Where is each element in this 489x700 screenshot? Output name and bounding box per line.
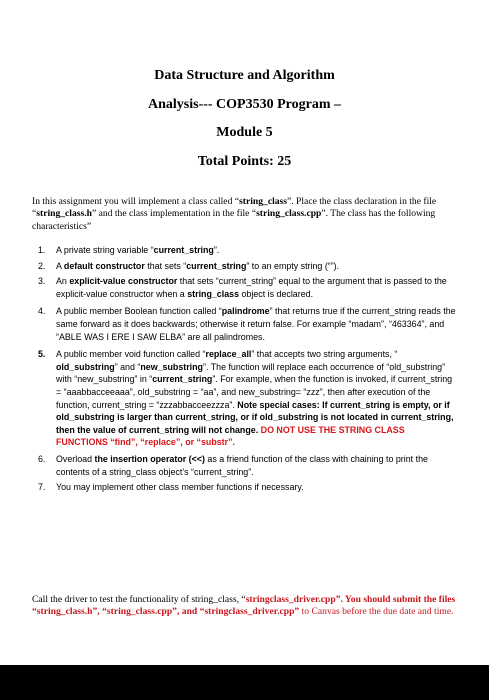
- item-bold: the insertion operator (<<): [94, 453, 205, 464]
- list-number: 3.: [38, 276, 46, 287]
- item-text: Overload: [56, 453, 95, 464]
- intro-text-4: ”. The class has the following characteristics”: [32, 208, 436, 232]
- item-bold: new_substring: [140, 361, 203, 372]
- title-line-1: Data Structure and Algorithm: [154, 68, 335, 83]
- title-line-3: Module 5: [216, 125, 273, 140]
- footer-deadline: to Canvas before the due date and time.: [299, 606, 454, 618]
- document-title: [0, 62, 489, 176]
- item-text: ” that accepts two string arguments, “: [251, 349, 398, 360]
- intro-text-3: ” and the class implementation in the file “: [91, 208, 257, 220]
- item-warning: DO NOT USE THE STRING CLASS FUNCTIONS “find”, “replace”, or “substr”.: [56, 424, 405, 448]
- item-text: ”.: [213, 245, 220, 255]
- title-line-4: Total Points: 25: [197, 153, 292, 169]
- list-item-7: [38, 481, 458, 494]
- footer-driver-file: stringclass_driver.cpp: [245, 594, 336, 605]
- intro-text-1: In this assignment you will implement a class called “: [32, 196, 240, 207]
- item-text: object is declared.: [239, 288, 314, 299]
- list-number: 4.: [38, 306, 46, 317]
- item-bold: current_string: [186, 260, 247, 271]
- list-item-1: [38, 244, 458, 257]
- item-text: ” to an empty string (“”).: [246, 260, 340, 271]
- item-text: A public member void function called “: [56, 349, 206, 360]
- intro-bold-1: string_class: [239, 196, 287, 207]
- item-bold: palindrome: [221, 306, 270, 317]
- item-text: A public member Boolean function called “: [56, 306, 222, 317]
- intro-text-2: ”. Place the class declaration in the file “: [32, 196, 437, 220]
- item-text: ”. For example, when the function is invoked, if current_string = “aaabbacceeaaa”, old_substring = “aa”, and new_substring= “zzz”, then after execution of the function, current_string = “zzzabbacceezzza”.: [56, 374, 453, 410]
- list-number: 1.: [38, 245, 46, 255]
- title-line-2: Analysis--- COP3530 Program –: [148, 96, 341, 112]
- submission-paragraph: [32, 594, 462, 619]
- intro-bold-2: string_class.h: [36, 208, 92, 220]
- list-number: 5.: [38, 349, 46, 360]
- item-text: ” and “: [114, 361, 141, 372]
- list-item-5: [38, 348, 458, 449]
- list-item-2: [38, 260, 458, 273]
- characteristics-list: [38, 244, 458, 494]
- intro-paragraph: [32, 196, 462, 233]
- list-item-3: [38, 275, 458, 300]
- list-number: 7.: [38, 482, 46, 493]
- item-bold-note: Note special cases: If current_string is empty, or if old_substring is larger than current_string, or if old_substring is not located in current_string, then the value of current_string will not change.: [56, 399, 454, 435]
- item-text: An: [56, 276, 70, 287]
- item-text: as a friend function of the class with chaining to print the contents of a string_class object’s “current_string”.: [56, 453, 428, 477]
- item-text: that sets “: [144, 260, 187, 271]
- footer-submit-files: ”. You should submit the files “string_class.h”, “string_class.cpp”, and “stringclass_driver.cpp”: [32, 594, 456, 618]
- list-item-4: [38, 305, 458, 343]
- item-bold: string_class: [187, 288, 240, 299]
- intro-bold-3: string_class.cpp: [256, 208, 322, 220]
- item-text: ” that returns true if the current_string reads the same forward as it does backwards; otherwise it return false. For example “madam”, “463364”, and “ABLE WAS I ERE I SAW ELBA” are all palindromes.: [56, 306, 456, 342]
- list-number: 6.: [38, 453, 46, 464]
- item-bold: replace_all: [205, 349, 252, 360]
- item-text: A: [56, 260, 64, 271]
- item-bold: default constructor: [63, 260, 145, 271]
- list-number: 2.: [38, 260, 46, 271]
- item-text: that sets “current_string” equal to the argument that is passed to the explicit-value constructor when a: [56, 276, 447, 299]
- list-item-6: [38, 453, 458, 478]
- item-text: You may implement other class member functions if necessary.: [56, 482, 304, 493]
- item-text: A private string variable “: [56, 245, 154, 255]
- item-bold: current_string: [153, 245, 214, 255]
- footer-text: Call the driver to test the functionality of string_class, “: [32, 594, 246, 605]
- item-bold: current_string: [152, 374, 213, 385]
- item-bold: explicit-value constructor: [69, 276, 178, 287]
- item-text: ”. The function will replace each occurrence of “old_substring” with “new_substring” in “: [56, 361, 446, 385]
- item-bold: old_substring: [56, 361, 115, 372]
